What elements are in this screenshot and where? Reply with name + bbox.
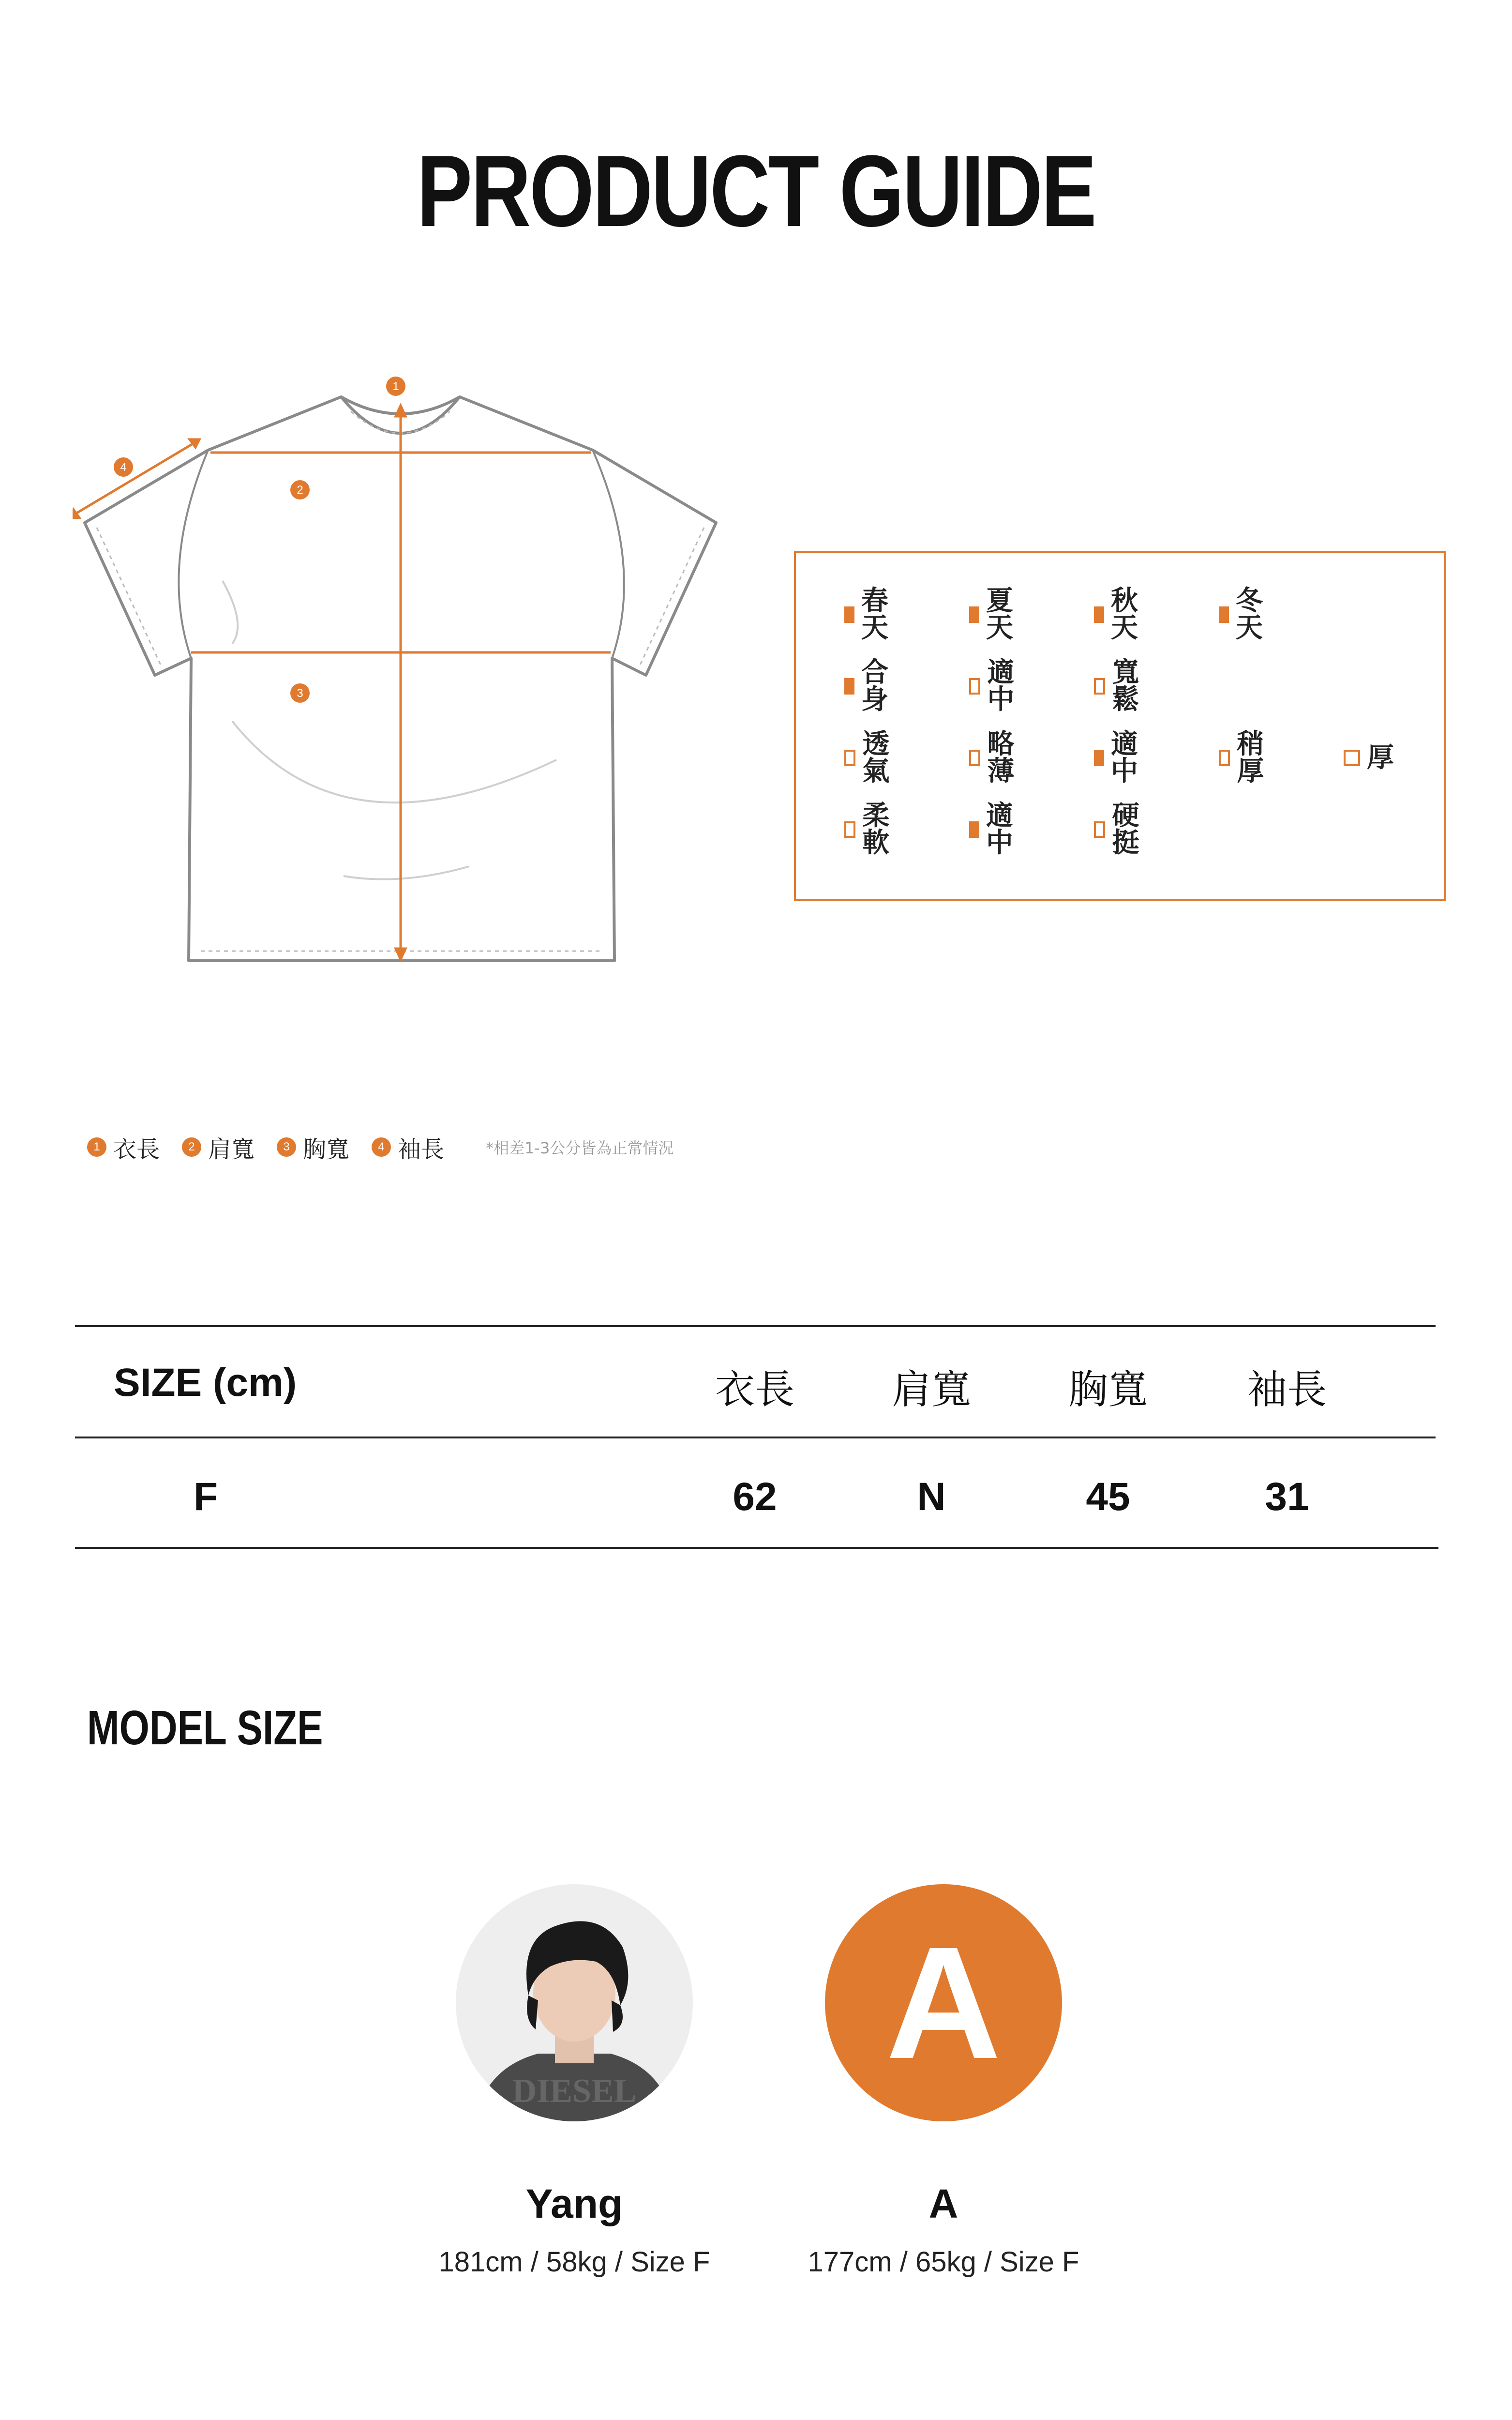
page-title: PRODUCT GUIDE [417,134,1095,248]
table-cell-chest: 45 [1086,1475,1130,1519]
attr-fit-loose [1094,657,1144,715]
table-header-shoulder: 肩寬 [891,1367,971,1413]
attr-season-spring [844,585,895,644]
attr-thick-thick [1344,741,1394,775]
table-header-sleeve: 袖長 [1247,1367,1327,1413]
badge-1-icon [386,377,405,396]
attr-label: 稍厚 [1237,728,1264,787]
checkbox-icon [1219,606,1229,623]
attr-label: 適中 [1110,728,1138,787]
attr-label: 適中 [986,800,1013,859]
badge-2-label: 2 [297,484,303,497]
checkbox-icon [969,750,980,766]
attr-thick-thin [969,728,1019,787]
checkbox-icon [844,678,854,695]
attr-fit-fitted [844,657,895,715]
number-2-icon: 2 [182,1137,201,1157]
checkbox-icon [969,678,980,695]
attr-label: 透氣 [862,728,890,787]
badge-3-icon [290,683,310,703]
table-cell-length: 62 [733,1475,777,1519]
attr-thick-medium [1094,728,1144,787]
attr-label: 寬鬆 [1112,657,1139,715]
table-cell-sleeve: 31 [1265,1475,1309,1519]
checkbox-icon [844,606,854,623]
number-1-icon: 1 [87,1137,106,1157]
attr-season-autumn [1094,585,1144,644]
badge-3-label: 3 [297,687,303,700]
tshirt-diagram [73,373,750,997]
model-section-title: MODEL SIZE [87,1701,323,1755]
attr-label: 略薄 [987,728,1015,787]
attr-thick-thicker [1219,728,1269,787]
attr-label: 厚 [1367,742,1394,773]
avatar-a [825,1884,1062,2121]
badge-4-label: 4 [120,461,127,474]
attr-label: 冬天 [1235,585,1263,644]
attr-label: 春天 [861,585,888,644]
legend-item-sleeve [372,1131,444,1164]
avatar-yang [456,1884,693,2121]
attr-label: 夏天 [986,585,1013,644]
checkbox-icon [1219,750,1230,766]
model-stats-a: 177cm / 65kg / Size F [808,2246,1079,2278]
checkbox-icon [1094,821,1105,838]
attr-soft-soft [844,800,895,859]
attr-season-summer [969,585,1019,644]
model-photo-icon [456,1884,693,2121]
measurement-lines [73,406,611,959]
legend-item-length [87,1131,160,1164]
attr-label: 秋天 [1110,585,1138,644]
table-cell-shoulder: N [917,1475,946,1519]
number-4-icon: 4 [372,1137,391,1157]
avatar-letter: A [885,1913,1002,2092]
attr-season-winter [1219,585,1269,644]
table-bottom-rule [75,1547,1438,1549]
table-cell-size: F [193,1475,218,1519]
tolerance-note: *相差1-3公分皆為正常情況 [486,1139,674,1157]
checkbox-icon [844,821,855,838]
checkbox-icon [969,606,979,623]
table-header-chest: 胸寬 [1068,1367,1148,1413]
measurement-legend [87,1132,674,1163]
attr-label: 柔軟 [862,800,890,859]
legend-label: 衣長 [113,1135,160,1163]
legend-label: 袖長 [398,1135,445,1163]
attr-label: 合身 [861,657,888,715]
model-name-yang: Yang [525,2181,623,2226]
badge-2-icon [290,480,310,499]
badge-1-label: 1 [392,380,399,393]
badge-4-icon [114,457,133,477]
attr-thick-breathable [844,728,895,787]
checkbox-icon [844,750,855,766]
checkbox-icon [1344,750,1360,766]
legend-label: 胸寬 [303,1135,350,1163]
table-top-rule [75,1325,1436,1327]
attr-label: 硬挺 [1112,800,1139,859]
legend-item-shoulder [182,1131,254,1164]
checkbox-icon [1094,678,1105,695]
attr-label: 適中 [987,657,1015,715]
svg-text:DIESEL: DIESEL [512,2072,637,2110]
model-name-a: A [928,2181,958,2226]
model-stats-yang: 181cm / 58kg / Size F [438,2246,710,2278]
legend-item-chest [277,1131,349,1164]
checkbox-icon [969,821,979,838]
table-header-rule [75,1437,1436,1438]
table-header-size: SIZE (cm) [114,1361,297,1405]
legend-label: 肩寬 [208,1135,255,1163]
checkbox-icon [1094,750,1104,766]
attribute-panel [794,551,1446,901]
attr-soft-stiff [1094,800,1144,859]
checkbox-icon [1094,606,1104,623]
attr-soft-medium [969,800,1019,859]
attr-fit-regular [969,657,1019,715]
number-3-icon: 3 [277,1137,296,1157]
table-header-length: 衣長 [715,1367,794,1413]
